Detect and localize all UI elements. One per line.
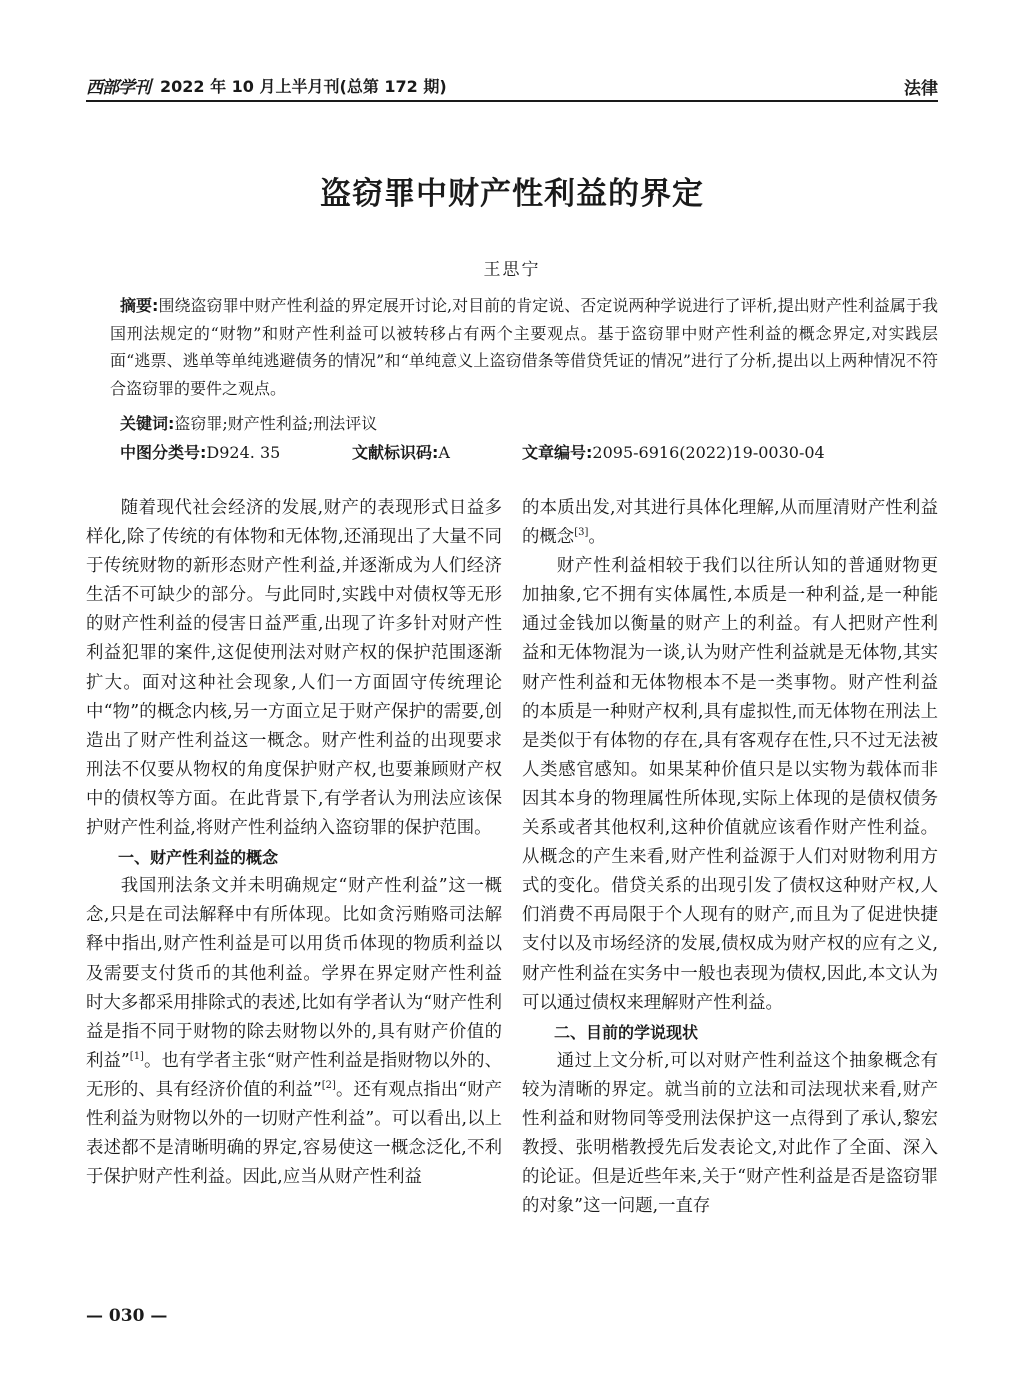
citation-1: [1] bbox=[129, 1050, 144, 1062]
paragraph-concept bbox=[86, 872, 502, 1192]
paragraph-text: 。 bbox=[588, 527, 606, 548]
article-value: 2095-6916(2022)19-0030-04 bbox=[592, 443, 825, 462]
section-heading-2: 二、目前的学说现状 bbox=[554, 1022, 699, 1042]
section-heading-1: 一、财产性利益的概念 bbox=[118, 848, 279, 868]
keywords-label: 关键词: bbox=[120, 414, 175, 433]
body-column-right bbox=[522, 494, 938, 1221]
clc-label: 中图分类号: bbox=[120, 443, 207, 462]
article-title: 盗窃罪中财产性利益的界定 bbox=[320, 176, 704, 212]
author-name: 王思宁 bbox=[483, 260, 541, 280]
document-code bbox=[352, 440, 450, 463]
paragraph-nature: 财产性利益相较于我们以往所认知的普通财物更加抽象,它不拥有实体属性,本质是一种利益,是一种能通过金钱加以衡量的财产上的利益。有人把财产性利益和无体物混为一谈,认为财产性利益就是无体物,其实财产性利益和无体物根本不是一类事物。财产性利益的本质是一种财产权利,具有虚拟性,而无体物在刑法上是类似于有体物的存在,具有客观存在性,只不过无法被人类感官感知。如果某种价值只是以实物为载体而非因其本身的物理属性所体现,实际上体现的是债权债务关系或者其他权利,这种价值就应该看作财产性利益。从概念的产生来看,财产性利益源于人们对财物利用方式的变化。借贷关系的出现引发了债权这种财产权,人们消费不再局限于个人现有的财产,而且为了促进快捷支付以及市场经济的发展,债权成为财产权的应有之义,财产性利益在实务中一般也表现为债权,因此,本文认为可以通过债权来理解财产性利益。 bbox=[522, 556, 938, 1013]
running-header bbox=[86, 71, 938, 101]
abstract-label: 摘要: bbox=[120, 296, 159, 315]
doc-value: A bbox=[438, 443, 450, 462]
paragraph-text: 。也有学者主张“财产性利益是指财物以外的、无形的、具有经济价值的利益” bbox=[86, 1050, 502, 1100]
paragraph-continued bbox=[522, 494, 938, 552]
abstract bbox=[110, 292, 938, 402]
keywords bbox=[120, 411, 377, 434]
section-name: 法律 bbox=[904, 79, 938, 99]
article-number bbox=[522, 440, 825, 463]
paragraph-text: 我国刑法条文并未明确规定“财产性利益”这一概念,只是在司法解释中有所体现。比如贪污贿赂司法解释中指出,财产性利益是可以用货币体现的物质利益以及需要支付货币的其他利益。学界在界定财产性利益时大多都采用排除式的表述,比如有学者认为“财产性利益是指不同于财物的除去财物以外的,具有财产价值的利益” bbox=[86, 876, 502, 1071]
paragraph-text: 。还有观点指出“财产性利益为财物以外的一切财产性利益”。可以看出,以上表述都不是清晰明确的界定,容易使这一概念泛化,不利于保护财产性利益。因此,应当从财产性利益 bbox=[86, 1079, 502, 1188]
clc-number bbox=[120, 440, 280, 463]
issue-info: 2022 年 10 月上半月刊(总第 172 期) bbox=[160, 77, 447, 96]
journal-logo: 西部学刊 bbox=[86, 78, 150, 98]
body-column-left bbox=[86, 494, 502, 1192]
paragraph-text: 的本质出发,对其进行具体化理解,从而厘清财产性利益的概念 bbox=[522, 498, 938, 548]
header-divider bbox=[86, 100, 938, 102]
paragraph-status: 通过上文分析,可以对财产性利益这个抽象概念有较为清晰的界定。就当前的立法和司法现状来看,财产性利益和财物同等受刑法保护这一点得到了承认,黎宏教授、张明楷教授先后发表论文,对此作了全面、深入的论证。但是近些年来,关于“财产性利益是否是盗窃罪的对象”这一问题,一直存 bbox=[522, 1050, 938, 1217]
abstract-text: 围绕盗窃罪中财产性利益的界定展开讨论,对目前的肯定说、否定说两种学说进行了评析,提出财产性利益属于我国刑法规定的“财物”和财产性利益可以被转移占有两个主要观点。基于盗窃罪中财产性利益的概念界定,对实践层面“逃票、逃单等单纯逃避债务的情况”和“单纯意义上盗窃借条等借贷凭证的情况”进行了分析,提出以上两种情况不符合盗窃罪的要件之观点。 bbox=[110, 296, 938, 398]
clc-value: D924. 35 bbox=[206, 443, 281, 462]
keywords-text: 盗窃罪;财产性利益;刑法评议 bbox=[174, 414, 378, 433]
article-label: 文章编号: bbox=[522, 443, 593, 462]
paragraph-intro: 随着现代社会经济的发展,财产的表现形式日益多样化,除了传统的有体物和无体物,还涌现出了大量不同于传统财物的新形态财产性利益,并逐渐成为人们经济生活不可缺少的部分。与此同时,实践中对债权等无形的财产性利益的侵害日益严重,出现了许多针对财产性利益犯罪的案件,这促使刑法对财产权的保护范围逐渐扩大。面对这种社会现象,人们一方面固守传统理论中“物”的概念内核,另一方面立足于财产保护的需要,创造出了财产性利益这一概念。财产性利益的出现要求刑法不仅要从物权的角度保护财产权,也要兼顾财产权中的债权等方面。在此背景下,有学者认为刑法应该保护财产性利益,将财产性利益纳入盗窃罪的保护范围。 bbox=[86, 498, 502, 839]
citation-2: [2] bbox=[321, 1080, 336, 1092]
citation-3: [3] bbox=[574, 527, 589, 539]
doc-label: 文献标识码: bbox=[352, 443, 439, 462]
page-number: — 030 — bbox=[86, 1306, 168, 1326]
